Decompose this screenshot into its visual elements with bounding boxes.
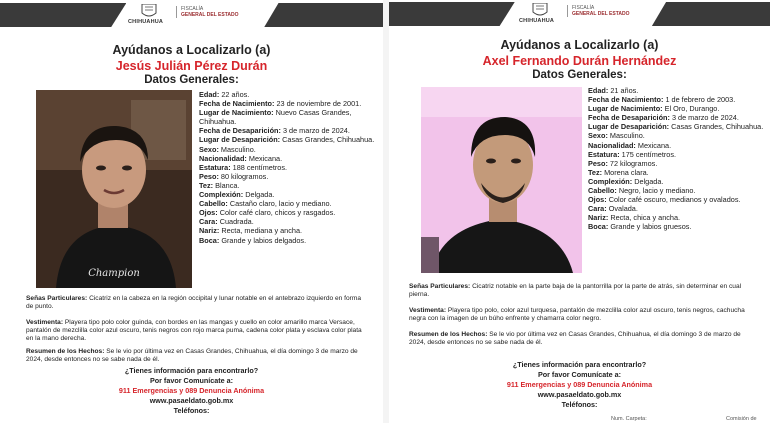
section-heading: Datos Generales: — [144, 74, 239, 86]
fact-label: Lugar de Nacimiento: — [199, 108, 274, 118]
clothing — [26, 319, 362, 344]
contact-question: ¿Tienes información para encontrarlo? — [124, 366, 259, 375]
fact-row — [588, 159, 764, 168]
emergency-numbers: 911 Emergencias y 089 Denuncia Anónima — [506, 380, 653, 389]
fact-label: Complexión: — [588, 176, 633, 186]
fact-label: Fecha de Nacimiento: — [588, 95, 664, 105]
contact-block — [389, 360, 770, 410]
fact-label: Cara: — [588, 204, 607, 214]
fact-row — [199, 236, 375, 245]
fact-row — [199, 99, 375, 108]
case-file-label: Num. Carpeta: — [611, 416, 647, 422]
general-data-list — [588, 86, 764, 232]
fact-row — [199, 90, 375, 99]
fact-label: Nariz: — [588, 213, 609, 223]
fact-label: Estatura: — [588, 149, 620, 159]
fact-row — [199, 163, 375, 172]
commission-label: Comisión de — [726, 416, 757, 422]
state-logo — [128, 4, 278, 26]
fact-row — [588, 213, 764, 222]
contact-question: ¿Tienes información para encontrarlo? — [512, 360, 647, 369]
fact-label: Complexión: — [199, 190, 244, 200]
fact-label: Lugar de Nacimiento: — [588, 104, 663, 114]
fact-value: Grande y labios delgados. — [221, 235, 307, 245]
fact-row — [199, 135, 375, 144]
fact-value: 21 años. — [610, 86, 639, 95]
agency-line-2: GENERAL DEL ESTADO — [181, 12, 239, 18]
fact-value: Delgada. — [634, 176, 664, 186]
fact-label: Boca: — [199, 235, 220, 245]
fact-row — [199, 226, 375, 235]
fact-label: Nacionalidad: — [199, 153, 247, 163]
fact-value: 80 kilogramos. — [220, 171, 269, 181]
fact-row — [588, 177, 764, 186]
fact-row — [199, 199, 375, 208]
fact-label: Peso: — [588, 158, 608, 168]
fact-value: Mexicana. — [637, 140, 672, 150]
fact-value: 188 centímetros. — [232, 162, 288, 172]
distinguishing-marks-text: Cicatriz en la cabeza en la región occipital y lunar notable en el antebrazo izquierdo en forma de punto. — [26, 295, 362, 311]
facts-summary — [26, 348, 362, 364]
fact-label: Tez: — [588, 167, 603, 177]
emergency-numbers: 911 Emergencias y 089 Denuncia Anónima — [118, 386, 265, 395]
facts-summary-label: Resumen de los Hechos: — [26, 348, 105, 355]
state-logo — [519, 3, 669, 25]
phones-label: Teléfonos: — [173, 406, 210, 415]
distinguishing-marks — [26, 295, 362, 311]
fact-label: Estatura: — [199, 162, 231, 172]
fact-label: Cabello: — [199, 199, 228, 209]
fact-row — [588, 168, 764, 177]
fact-label: Fecha de Nacimiento: — [199, 99, 275, 109]
header-band-right — [652, 2, 770, 26]
agency-line-2: GENERAL DEL ESTADO — [572, 11, 630, 17]
fact-label: Nacionalidad: — [588, 140, 636, 150]
fact-value: Casas Grandes, Chihuahua. — [282, 135, 375, 145]
fact-row — [588, 104, 764, 113]
fact-label: Ojos: — [588, 195, 607, 205]
facts-summary-label: Resumen de los Hechos: — [409, 331, 488, 338]
header-band-right — [264, 3, 383, 27]
fact-value: 1 de febrero de 2003. — [665, 95, 736, 105]
fact-value: Nuevo Casas Grandes, Chihuahua. — [199, 108, 352, 127]
person-name: Axel Fernando Durán Hernández — [482, 54, 677, 68]
fact-value: Recta, chica y ancha. — [610, 213, 681, 223]
header-band-left — [389, 2, 515, 26]
fact-value: Color café claro, chicos y rasgados. — [219, 208, 336, 218]
agency-line-1: FISCALÍA — [572, 5, 595, 11]
fact-row — [199, 145, 375, 154]
fact-label: Peso: — [199, 171, 219, 181]
clothing-text: Playera tipo polo color guinda, con bordes en las mangas y cuello en color amarillo marca Versace, pantalón de mezclilla color azul oscuro, tenis negros con rojo marca puma, cadena color plata y esclava color plata en la mano derecha. — [26, 319, 362, 343]
fact-value: El Oro, Durango. — [664, 104, 720, 114]
fact-value: 72 kilogramos. — [609, 158, 658, 168]
fact-label: Cabello: — [588, 186, 617, 196]
fact-value: Color café oscuro, medianos y ovalados. — [608, 195, 741, 205]
contact-call: Por favor Comunícate a: — [537, 370, 622, 379]
person-name: Jesús Julián Pérez Durán — [115, 59, 268, 73]
poster-title: Ayúdanos a Localizarlo (a) — [112, 43, 271, 57]
fact-label: Tez: — [199, 180, 214, 190]
fact-row — [199, 190, 375, 199]
fact-value: Negro, lacio y mediano. — [618, 186, 696, 196]
facts-summary — [409, 331, 754, 347]
fact-label: Fecha de Desaparición: — [199, 126, 281, 136]
fact-row — [588, 131, 764, 140]
fact-label: Boca: — [588, 222, 609, 232]
fact-row — [588, 141, 764, 150]
clothing-label: Vestimenta: — [26, 319, 64, 326]
fact-value: 23 de noviembre de 2001. — [276, 99, 362, 109]
fact-value: Morena clara. — [604, 167, 649, 177]
fact-value: Masculino. — [609, 131, 645, 141]
chihuahua-shield-icon — [138, 4, 160, 19]
facts-summary-text: Se le vio por última vez en Casas Grandes, Chihuahua, el día domingo 3 de marzo de 2024, desde entonces no se sabe nada de él. — [409, 331, 741, 347]
fact-value: Casas Grandes, Chihuahua. — [671, 122, 764, 132]
fact-row — [199, 181, 375, 190]
fact-row — [588, 222, 764, 231]
distinguishing-marks-text: Cicatriz notable en la parte baja de la pantorrilla por la parte de atrás, sin determinar en cual pierna. — [409, 283, 742, 299]
facts-summary-text: Se le vio por última vez en Casas Grandes, Chihuahua, el día domingo 3 de marzo de 2024, desde entonces no se sabe nada de él. — [26, 348, 358, 364]
fact-value: 175 centímetros. — [621, 149, 677, 159]
fact-row — [588, 122, 764, 131]
fact-row — [199, 154, 375, 163]
fact-value: 3 de marzo de 2024. — [282, 126, 350, 136]
fact-value: 22 años. — [221, 90, 250, 99]
fact-label: Nariz: — [199, 226, 220, 236]
missing-person-poster-2 — [389, 0, 770, 423]
fact-row — [199, 126, 375, 135]
fact-label: Edad: — [588, 86, 609, 95]
fact-label: Fecha de Desaparición: — [588, 113, 670, 123]
person-photo — [36, 90, 192, 288]
fact-value: Grande y labios gruesos. — [610, 222, 692, 232]
section-heading: Datos Generales: — [532, 69, 627, 81]
fact-label: Edad: — [199, 90, 220, 99]
fact-row — [199, 172, 375, 181]
fact-value: Cuadrada. — [219, 217, 254, 227]
fact-row — [199, 208, 375, 217]
shirt-logo-text: Champion — [88, 268, 140, 279]
fact-label: Lugar de Desaparición: — [588, 122, 670, 132]
poster-header-banner — [389, 2, 770, 26]
clothing-text: Playera tipo polo, color azul turquesa, pantalón de mezclilla color azul oscuro, tenis negros, cachucha negra con la imagen de un búho enfrente y chamarra color negro. — [409, 307, 745, 323]
fact-value: Ovalada. — [608, 204, 638, 214]
contact-block — [0, 366, 383, 416]
fact-row — [588, 95, 764, 104]
fact-row — [588, 195, 764, 204]
header-band-left — [0, 3, 126, 27]
brand-name: CHIHUAHUA — [519, 18, 555, 24]
agency-name — [176, 6, 239, 18]
fact-value: Recta, mediana y ancha. — [221, 226, 303, 236]
fact-value: Blanca. — [215, 180, 240, 190]
fact-label: Sexo: — [199, 144, 219, 154]
general-data-list — [199, 90, 375, 245]
fact-value: Delgada. — [245, 190, 275, 200]
fact-label: Cara: — [199, 217, 218, 227]
fact-value: 3 de marzo de 2024. — [671, 113, 739, 123]
fact-row — [588, 113, 764, 122]
agency-line-1: FISCALÍA — [181, 6, 204, 12]
website: www.pasaeldato.gob.mx — [537, 390, 622, 399]
brand-name: CHIHUAHUA — [128, 19, 164, 25]
clothing-label: Vestimenta: — [409, 307, 447, 314]
fact-value: Castaño claro, lacio y mediano. — [229, 199, 332, 209]
fact-row — [199, 108, 375, 126]
poster-title: Ayúdanos a Localizarlo (a) — [500, 38, 659, 52]
distinguishing-marks — [409, 283, 754, 299]
fact-row — [588, 204, 764, 213]
distinguishing-marks-label: Señas Particulares: — [26, 295, 88, 302]
contact-call: Por favor Comunícate a: — [149, 376, 234, 385]
fact-label: Ojos: — [199, 208, 218, 218]
fact-row — [588, 86, 764, 95]
fact-row — [588, 150, 764, 159]
fact-row — [588, 186, 764, 195]
poster-header-banner — [0, 3, 383, 27]
fact-label: Sexo: — [588, 131, 608, 141]
agency-name — [567, 5, 630, 17]
fact-value: Mexicana. — [248, 153, 283, 163]
website: www.pasaeldato.gob.mx — [149, 396, 234, 405]
fact-label: Lugar de Desaparición: — [199, 135, 281, 145]
chihuahua-shield-icon — [529, 3, 551, 18]
clothing — [409, 307, 754, 323]
fact-row — [199, 217, 375, 226]
phones-label: Teléfonos: — [561, 400, 598, 409]
distinguishing-marks-label: Señas Particulares: — [409, 283, 471, 290]
fact-value: Masculino. — [220, 144, 256, 154]
person-photo — [421, 87, 582, 273]
missing-person-poster-1 — [0, 0, 383, 423]
